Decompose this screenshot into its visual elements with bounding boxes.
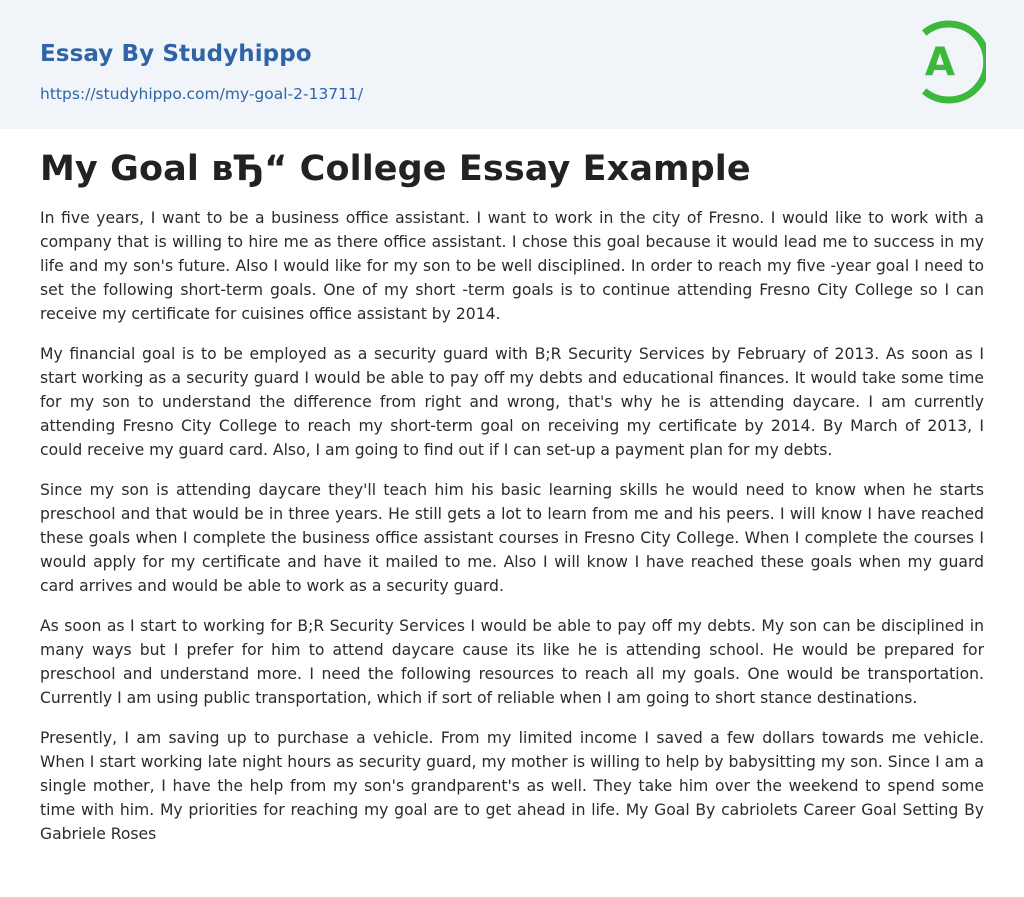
site-brand[interactable]: Essay By Studyhippo xyxy=(40,41,312,67)
logo-letter: A xyxy=(924,40,956,85)
essay-content xyxy=(40,129,984,862)
essay-paragraph: Since my son is attending daycare they'll teach him his basic learning skills he would need to know when he starts preschool and that would be in three years. He still gets a lot to learn from me and his peers. I will know I have reached these goals when I complete the business office assistant courses in Fresno City College. When I complete the courses I would apply for my certificate and have it mailed to me. Also I will know I have reached these goals when my guard card arrives and would be able to work as a security guard. xyxy=(40,481,984,595)
essay-paragraph: Presently, I am saving up to purchase a vehicle. From my limited income I saved a few dollars towards me vehicle. When I start working late night hours as security guard, my mother is willing to help by babysitting my son. Since I am a single mother, I have the help from my son's grandparent's as well. They take him over the weekend to spend some time with him. My priorities for reaching my goal are to get ahead in life. My Goal By cabriolets Career Goal Setting By Gabriele Roses xyxy=(40,729,984,843)
essay-paragraph: In five years, I want to be a business office assistant. I want to work in the city of Fresno. I would like to work with a company that is willing to hire me as there office assistant. I chose this goal because it would lead me to success in my life and my son's future. Also I would like for my son to be well disciplined. In order to reach my five -year goal I need to set the following short-term goals. One of my short -term goals is to continue attending Fresno City College so I can receive my certificate for cuisines office assistant by 2014. xyxy=(40,209,984,323)
essay-paragraph: My financial goal is to be employed as a security guard with B;R Security Services by February of 2013. As soon as I start working as a security guard I would be able to pay off my debts and educational finances. It would take some time for my son to understand the difference from right and wrong, that's why he is attending daycare. I am currently attending Fresno City College to reach my short-term goal on receiving my certificate by 2014. By March of 2013, I could receive my guard card. Also, I am going to find out if I can set-up a payment plan for my debts. xyxy=(40,345,984,459)
essay-title: My Goal вЂ“ College Essay Example xyxy=(40,149,751,189)
page-url-link[interactable]: https://studyhippo.com/my-goal-2-13711/ xyxy=(40,85,364,103)
site-header xyxy=(0,0,1024,129)
studyhippo-logo-icon[interactable] xyxy=(912,19,986,105)
essay-body xyxy=(40,206,984,846)
essay-paragraph: As soon as I start to working for B;R Security Services I would be able to pay off my debts. My son can be disciplined in many ways but I prefer for him to attend daycare cause its like he is attending school. He would be prepared for preschool and understand more. I need the following resources to reach all my goals. One would be transportation. Currently I am using public transportation, which if sort of reliable when I am going to short stance destinations. xyxy=(40,617,984,707)
